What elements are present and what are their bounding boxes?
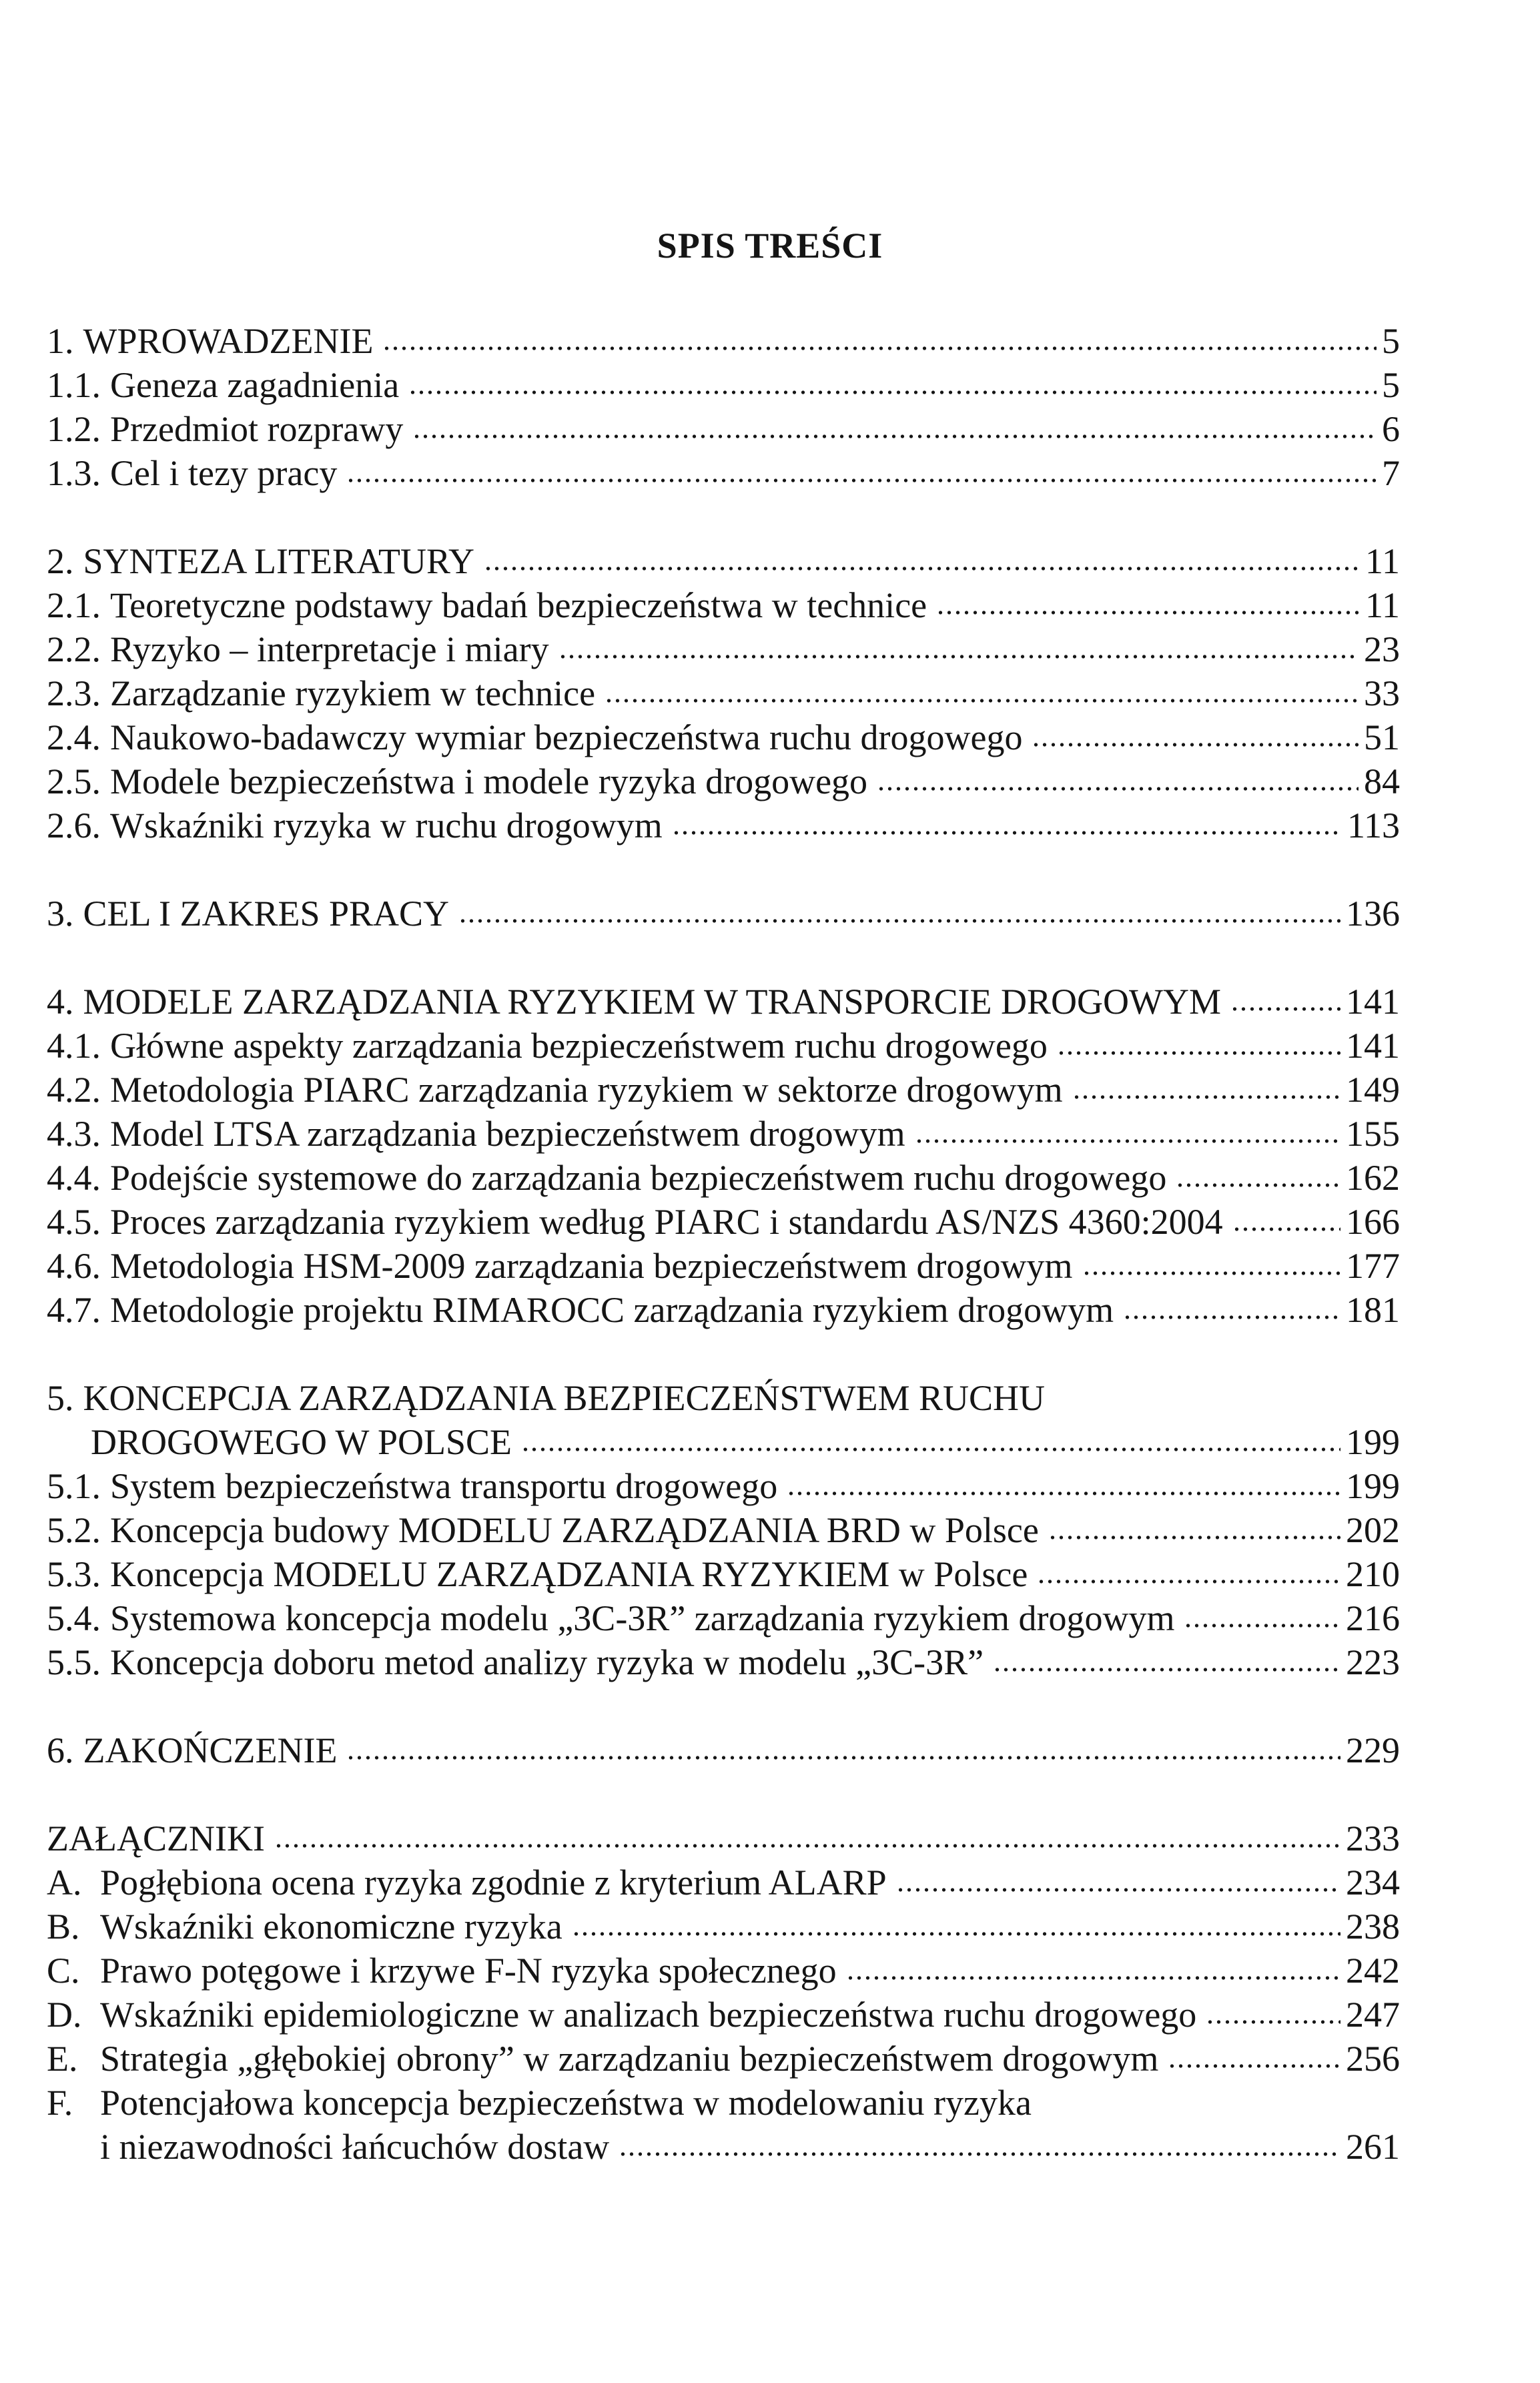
toc-entry-title: Główne aspekty zarządzania bezpieczeństwem ruchu drogowego: [110, 1026, 1048, 1066]
toc-entry-page: 23: [1364, 629, 1400, 669]
toc-entry-title: ZAKOŃCZENIE: [83, 1730, 338, 1770]
dot-leader: [572, 1931, 1340, 1937]
toc-entry: [47, 1068, 1400, 1112]
dot-leader: [993, 1666, 1340, 1673]
toc-entry: [47, 1816, 1400, 1860]
toc-entry: [47, 1993, 1400, 2037]
toc-entry-number: D.: [47, 1995, 82, 2035]
toc-entry-title: Metodologia PIARC zarządzania ryzykiem w sektorze drogowym: [110, 1070, 1063, 1110]
toc-entry-number: 5.3.: [47, 1554, 101, 1594]
toc-entry-page: 242: [1346, 1951, 1400, 1991]
toc-entry-title: Wskaźniki epidemiologiczne w analizach bezpieczeństwa ruchu drogowego: [100, 1995, 1197, 2035]
toc-entry: [47, 1905, 1400, 1949]
toc-entry-title: Koncepcja doboru metod analizy ryzyka w modelu „3C-3R”: [110, 1642, 984, 1682]
toc-entry-page: 155: [1346, 1114, 1400, 1154]
dot-leader: [1048, 1534, 1340, 1541]
toc-entry-number: 4.4.: [47, 1158, 101, 1198]
toc-entry-number: 2.: [47, 541, 74, 581]
toc-entry-page: 136: [1346, 894, 1400, 934]
toc-entry: [47, 1464, 1400, 1508]
toc-entry-number: 4.7.: [47, 1290, 101, 1330]
toc-entry-number: 5.5.: [47, 1642, 101, 1682]
toc-entry-number: 5.2.: [47, 1510, 101, 1550]
toc-entry-number: 1.2.: [47, 409, 101, 449]
dot-leader: [915, 1138, 1340, 1144]
toc-entry: [47, 1949, 1400, 1993]
dot-leader: [346, 477, 1377, 484]
toc-entry: [47, 451, 1400, 495]
dot-leader: [1232, 1226, 1340, 1233]
toc-entry-number: B.: [47, 1907, 80, 1947]
toc-entry-page: 216: [1346, 1598, 1400, 1638]
toc-entry: [47, 1112, 1400, 1156]
dot-leader: [274, 1842, 1340, 1849]
dot-leader: [1168, 2063, 1340, 2069]
toc-entry-page: 234: [1346, 1862, 1400, 1903]
toc-entry: [47, 715, 1400, 759]
toc-entry: [47, 319, 1400, 363]
toc-entry-page: 141: [1346, 982, 1400, 1022]
toc-entry-number: 2.4.: [47, 717, 101, 757]
toc-entry-title: SYNTEZA LITERATURY: [83, 541, 474, 581]
dot-leader: [1123, 1314, 1340, 1321]
toc-entry-page: 7: [1382, 453, 1400, 493]
toc-entry-page: 51: [1364, 717, 1400, 757]
dot-leader: [558, 653, 1359, 660]
toc-entry-number: 2.2.: [47, 629, 101, 669]
toc-entry: [47, 2037, 1400, 2081]
toc-entry: [47, 627, 1400, 671]
toc-entry-page: 223: [1346, 1642, 1400, 1682]
toc-entry-number: 5.: [47, 1378, 74, 1418]
toc-entry: [47, 539, 1400, 583]
toc-entry-number: C.: [47, 1951, 80, 1991]
toc-entry-page: 162: [1346, 1158, 1400, 1198]
toc-entry-number: 4.: [47, 982, 74, 1022]
toc-entry-number: 1.1.: [47, 365, 101, 405]
toc-entry-page: 199: [1346, 1466, 1400, 1506]
toc-entry-number: 2.3.: [47, 673, 101, 713]
dot-leader: [1230, 1006, 1340, 1012]
toc-entry-number: 4.3.: [47, 1114, 101, 1154]
toc-entry-title: Potencjałowa koncepcja bezpieczeństwa w modelowaniu ryzyka: [100, 2083, 1032, 2123]
toc-entry-page: 141: [1346, 1026, 1400, 1066]
toc-entry-page: 11: [1365, 585, 1400, 625]
toc-entry-continuation: [47, 1420, 1400, 1464]
toc-entry-title: Modele bezpieczeństwa i modele ryzyka drogowego: [110, 761, 868, 801]
toc-entry-title: KONCEPCJA ZARZĄDZANIA BEZPIECZEŃSTWEM RUCHU: [83, 1378, 1046, 1418]
toc-entry: [47, 407, 1400, 451]
dot-leader: [458, 918, 1340, 924]
toc-entry: [47, 1024, 1400, 1068]
toc-entry-page: 113: [1347, 805, 1400, 845]
toc-entry-page: 233: [1346, 1818, 1400, 1858]
toc-entry-title-continued: i niezawodności łańcuchów dostaw: [100, 2127, 610, 2167]
toc-entry-page: 6: [1382, 409, 1400, 449]
toc-entry-number: 2.5.: [47, 761, 101, 801]
toc-entry-number: 5.4.: [47, 1598, 101, 1638]
toc-entry: [47, 1288, 1400, 1332]
toc-entry: [47, 892, 1400, 936]
toc-entry-title: Systemowa koncepcja modelu „3C-3R” zarządzania ryzykiem drogowym: [110, 1598, 1175, 1638]
toc-entry-page: 33: [1364, 673, 1400, 713]
toc-entry-number: A.: [47, 1862, 82, 1903]
toc-entry-title: MODELE ZARZĄDZANIA RYZYKIEM W TRANSPORCIE DROGOWYM: [83, 982, 1222, 1022]
toc-entry-number: 3.: [47, 894, 74, 934]
toc-entry: [47, 583, 1400, 627]
toc-entry-page: 210: [1346, 1554, 1400, 1594]
toc-entry-title: Ryzyko – interpretacje i miary: [110, 629, 549, 669]
dot-leader: [484, 565, 1360, 572]
toc-entry: [47, 1728, 1400, 1772]
toc-entry-page: 229: [1346, 1730, 1400, 1770]
toc-entry-title: Strategia „głębokiej obrony” w zarządzaniu bezpieczeństwem drogowym: [100, 2039, 1159, 2079]
toc-entry-title: System bezpieczeństwa transportu drogowego: [110, 1466, 778, 1506]
toc-entry-page: 166: [1346, 1202, 1400, 1242]
dot-leader: [1176, 1182, 1340, 1188]
toc-entry: [47, 1376, 1400, 1420]
toc-entry-title: Pogłębiona ocena ryzyka zgodnie z kryterium ALARP: [100, 1862, 887, 1903]
toc-entry: [47, 363, 1400, 407]
toc-entry-page: 149: [1346, 1070, 1400, 1110]
toc-entry-number: E.: [47, 2039, 78, 2079]
toc-entry-title: Cel i tezy pracy: [110, 453, 338, 493]
toc-entry-number: 4.6.: [47, 1246, 101, 1286]
toc-entry-page: 84: [1364, 761, 1400, 801]
toc-entry: [47, 803, 1400, 847]
dot-leader: [412, 433, 1377, 440]
dot-leader: [1184, 1622, 1340, 1629]
dot-leader: [382, 345, 1377, 352]
dot-leader: [787, 1490, 1340, 1497]
toc-entry-title: Przedmiot rozprawy: [110, 409, 404, 449]
dot-leader: [1037, 1578, 1340, 1585]
toc-entry-title: Metodologia HSM-2009 zarządzania bezpieczeństwem drogowym: [110, 1246, 1073, 1286]
table-of-contents: [47, 319, 1400, 2169]
toc-entry-number: 1.3.: [47, 453, 101, 493]
dot-leader: [1057, 1050, 1340, 1056]
toc-entry-number: 4.2.: [47, 1070, 101, 1110]
toc-entry-title-continued: DROGOWEGO W POLSCE: [91, 1422, 512, 1462]
toc-entry-number: 1.: [47, 321, 74, 361]
dot-leader: [1206, 2019, 1340, 2025]
dot-leader: [672, 829, 1342, 836]
toc-entry-title: Model LTSA zarządzania bezpieczeństwem drogowym: [110, 1114, 905, 1154]
toc-entry: [47, 1244, 1400, 1288]
toc-entry-number: 4.5.: [47, 1202, 101, 1242]
dot-leader: [408, 389, 1377, 396]
toc-entry-number: 2.1.: [47, 585, 101, 625]
toc-entry: [47, 1640, 1400, 1684]
toc-entry-page: 5: [1382, 321, 1400, 361]
dot-leader: [877, 785, 1359, 792]
toc-entry-title: Naukowo-badawczy wymiar bezpieczeństwa ruchu drogowego: [110, 717, 1023, 757]
toc-entry-number: F.: [47, 2083, 73, 2123]
dot-leader: [1032, 741, 1359, 748]
toc-entry: [47, 1156, 1400, 1200]
toc-entry-page: 11: [1365, 541, 1400, 581]
toc-entry: [47, 1508, 1400, 1552]
toc-entry: [47, 1200, 1400, 1244]
toc-entry-title: ZAŁĄCZNIKI: [47, 1818, 265, 1858]
toc-entry: [47, 671, 1400, 715]
dot-leader: [846, 1975, 1340, 1981]
toc-entry-number: 6.: [47, 1730, 74, 1770]
dot-leader: [605, 697, 1359, 704]
toc-entry: [47, 759, 1400, 803]
toc-entry: [47, 2081, 1400, 2125]
toc-entry: [47, 1596, 1400, 1640]
toc-entry-title: Proces zarządzania ryzykiem według PIARC i standardu AS/NZS 4360:2004: [110, 1202, 1223, 1242]
toc-entry: [47, 980, 1400, 1024]
toc-entry: [47, 1860, 1400, 1905]
toc-entry-title: Wskaźniki ryzyka w ruchu drogowym: [110, 805, 663, 845]
toc-entry-page: 247: [1346, 1995, 1400, 2035]
toc-entry-page: 261: [1346, 2127, 1400, 2167]
toc-entry-title: Prawo potęgowe i krzywe F-N ryzyka społecznego: [100, 1951, 837, 1991]
toc-entry-title: WPROWADZENIE: [83, 321, 374, 361]
toc-entry-continuation: [47, 2125, 1400, 2169]
toc-entry-number: 2.6.: [47, 805, 101, 845]
toc-entry-page: 199: [1346, 1422, 1400, 1462]
dot-leader: [346, 1754, 1340, 1761]
toc-entry-page: 181: [1346, 1290, 1400, 1330]
toc-entry-title: Podejście systemowe do zarządzania bezpieczeństwem ruchu drogowego: [110, 1158, 1167, 1198]
toc-entry-title: Teoretyczne podstawy badań bezpieczeństwa w technice: [110, 585, 927, 625]
page-title: SPIS TREŚCI: [657, 226, 883, 266]
toc-entry-title: Koncepcja MODELU ZARZĄDZANIA RYZYKIEM w Polsce: [110, 1554, 1028, 1594]
toc-entry-page: 256: [1346, 2039, 1400, 2079]
toc-entry-title: Geneza zagadnienia: [110, 365, 400, 405]
toc-entry-page: 177: [1346, 1246, 1400, 1286]
dot-leader: [1082, 1270, 1340, 1277]
dot-leader: [619, 2151, 1340, 2157]
toc-entry-title: CEL I ZAKRES PRACY: [83, 894, 450, 934]
toc-entry-page: 238: [1346, 1907, 1400, 1947]
toc-entry-title: Zarządzanie ryzykiem w technice: [110, 673, 596, 713]
dot-leader: [896, 1887, 1340, 1893]
toc-entry-number: 5.1.: [47, 1466, 101, 1506]
dot-leader: [936, 609, 1360, 616]
toc-entry-title: Wskaźniki ekonomiczne ryzyka: [100, 1907, 562, 1947]
toc-entry-title: Metodologie projektu RIMAROCC zarządzania ryzykiem drogowym: [110, 1290, 1114, 1330]
toc-entry-number: 4.1.: [47, 1026, 101, 1066]
toc-entry: [47, 1552, 1400, 1596]
toc-entry-page: 202: [1346, 1510, 1400, 1550]
toc-entry-page: 5: [1382, 365, 1400, 405]
dot-leader: [1072, 1094, 1340, 1100]
toc-entry-title: Koncepcja budowy MODELU ZARZĄDZANIA BRD w Polsce: [110, 1510, 1039, 1550]
dot-leader: [521, 1446, 1340, 1453]
